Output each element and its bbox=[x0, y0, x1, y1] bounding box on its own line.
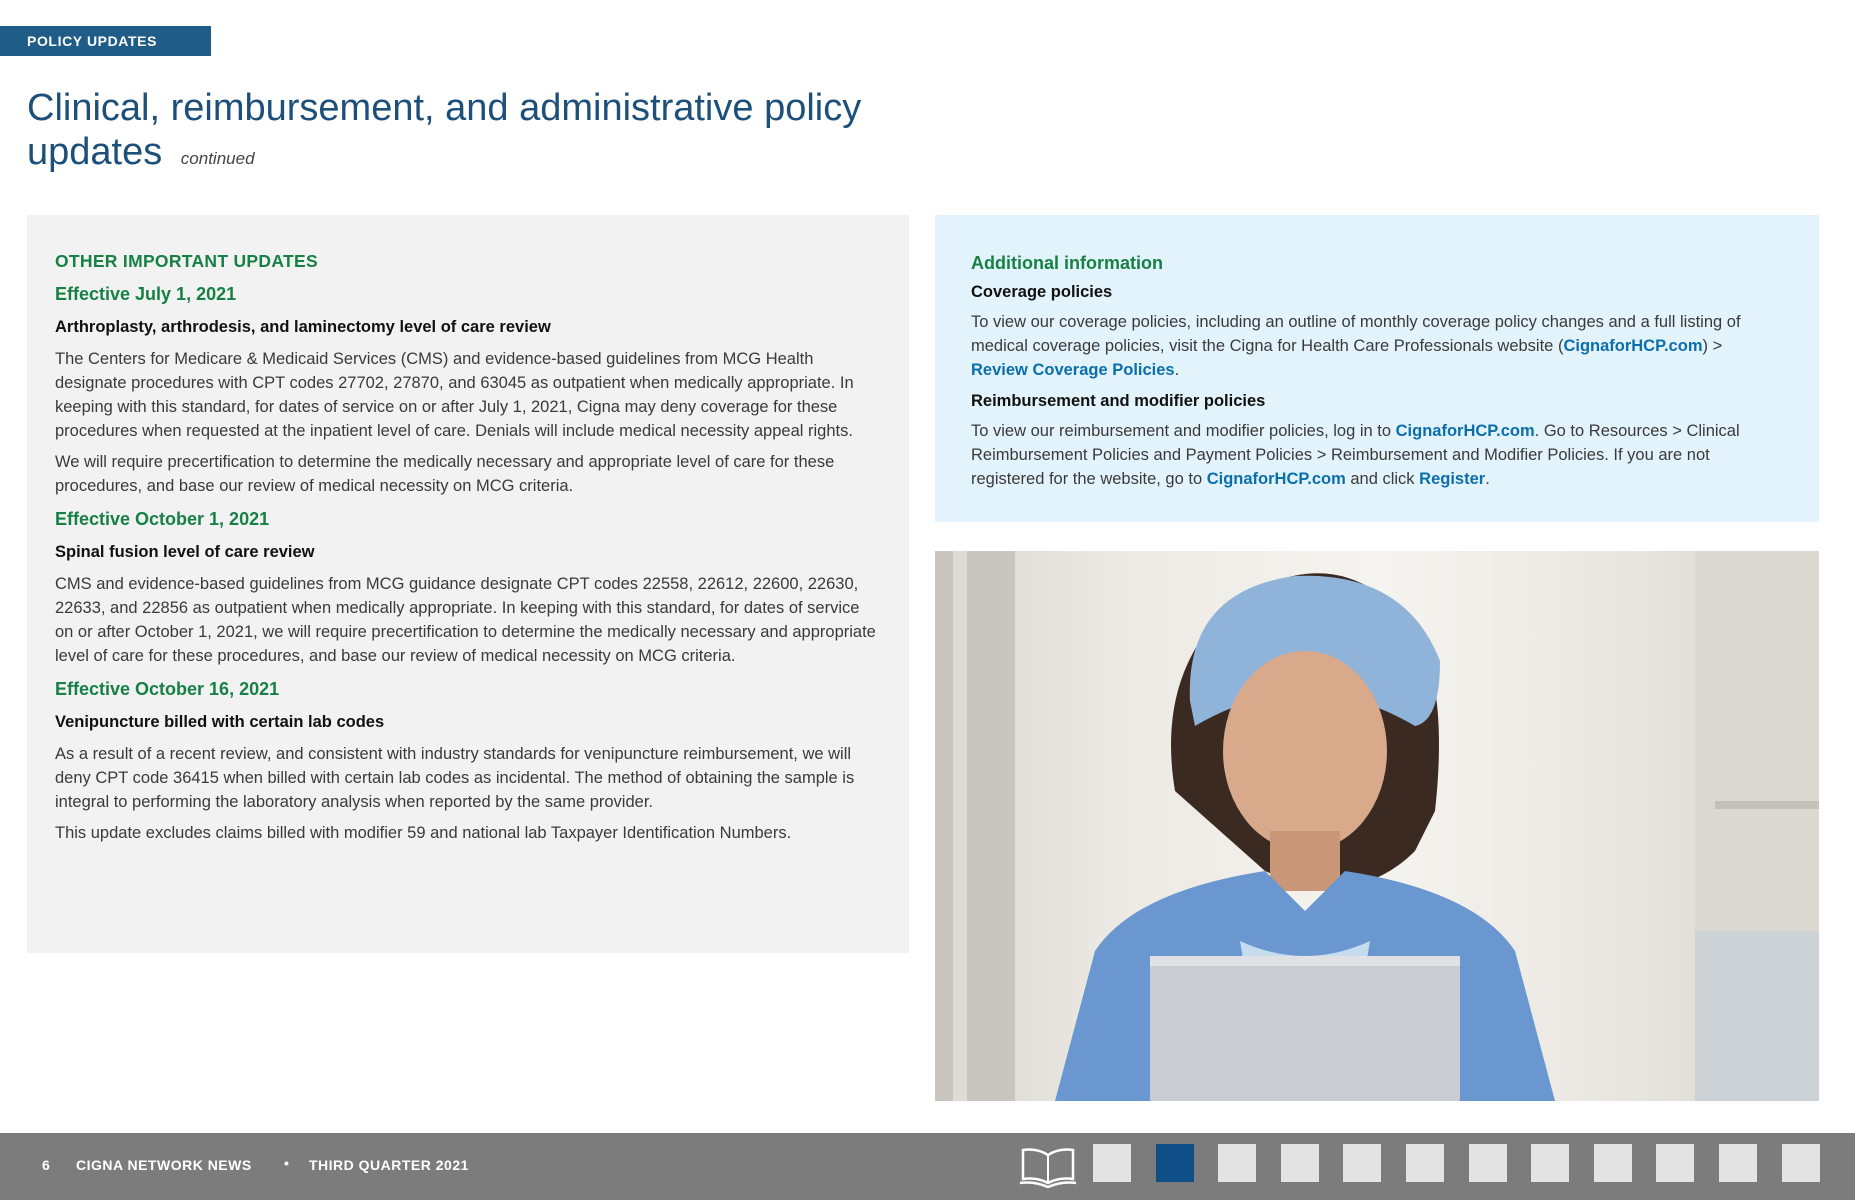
text-fragment: To view our coverage policies, including an outline of monthly coverage policy changes and a full listing of medical coverage policies, visit the Cigna for Health Care Professionals website ( bbox=[971, 313, 1741, 355]
page-thumbnail[interactable] bbox=[1719, 1144, 1757, 1182]
update-subtitle: Venipuncture billed with certain lab codes bbox=[55, 713, 385, 731]
update-paragraph: We will require precertification to determine the medically necessary and appropriate level of care for these procedures, and base our review of medical necessity on MCG criteria. bbox=[55, 453, 835, 495]
text-fragment: and click bbox=[1345, 470, 1420, 488]
update-paragraph: This update excludes claims billed with modifier 59 and national lab Taxpayer Identification Numbers. bbox=[55, 824, 792, 842]
photo-illustration bbox=[935, 551, 1819, 1101]
update-paragraph: As a result of a recent review, and consistent with industry standards for venipuncture reimbursement, we will deny CPT code 36415 when billed with certain lab codes as incidental. The method of obtaining the sample is integral to performing the laboratory analysis when reported by the same provider. bbox=[55, 745, 855, 811]
page-thumbnail[interactable] bbox=[1218, 1144, 1256, 1182]
update-paragraph: The Centers for Medicare & Medicaid Services (CMS) and evidence-based guidelines from MCG Health designate procedures with CPT codes 27702, 27870, and 63045 as outpatient when medically appropriate. In keeping with this standard, for dates of service on or after July 1, 2021, Cigna may deny coverage for these procedures when requested at the inpatient level of care. Denials will include medical necessity appeal rights. bbox=[55, 350, 854, 440]
other-updates-heading: OTHER IMPORTANT UPDATES bbox=[55, 251, 318, 271]
additional-info-heading: Additional information bbox=[971, 253, 1163, 273]
section-tag: POLICY UPDATES bbox=[0, 26, 211, 56]
effective-date: Effective October 1, 2021 bbox=[55, 509, 270, 529]
effective-date: Effective October 16, 2021 bbox=[55, 679, 280, 699]
cignaforhcp-link[interactable]: CignaforHCP.com bbox=[1563, 337, 1703, 355]
review-coverage-policies-link[interactable]: Review Coverage Policies bbox=[971, 361, 1175, 379]
page-title bbox=[27, 86, 927, 181]
other-updates-panel bbox=[27, 215, 909, 953]
page-thumbnail[interactable] bbox=[1656, 1144, 1694, 1182]
coverage-policies-text bbox=[971, 310, 1783, 382]
page-title-text: Clinical, reimbursement, and administrative policy updates bbox=[27, 87, 862, 173]
page-thumbnail[interactable] bbox=[1469, 1144, 1507, 1182]
page-thumbnail[interactable] bbox=[1782, 1144, 1820, 1182]
cignaforhcp-link[interactable]: CignaforHCP.com bbox=[1395, 422, 1535, 440]
effective-date: Effective July 1, 2021 bbox=[55, 284, 237, 304]
coverage-policies-heading: Coverage policies bbox=[971, 283, 1113, 301]
publication-quarter: THIRD QUARTER 2021 bbox=[309, 1157, 469, 1173]
text-fragment: ) > bbox=[1702, 337, 1723, 355]
reimbursement-policies-text bbox=[971, 419, 1783, 491]
reimbursement-policies-heading: Reimbursement and modifier policies bbox=[971, 392, 1266, 410]
footer-separator: • bbox=[284, 1155, 289, 1171]
page-thumbnail[interactable] bbox=[1531, 1144, 1569, 1182]
text-fragment: . bbox=[1485, 470, 1490, 488]
text-fragment: To view our reimbursement and modifier policies, log in to bbox=[971, 422, 1396, 440]
page-thumbnail[interactable] bbox=[1594, 1144, 1632, 1182]
update-subtitle: Arthroplasty, arthrodesis, and laminectomy level of care review bbox=[55, 318, 551, 336]
page-thumbnail[interactable] bbox=[1281, 1144, 1319, 1182]
page-thumbnail[interactable] bbox=[1156, 1144, 1194, 1182]
title-continued: continued bbox=[180, 149, 255, 168]
nurse-with-laptop-photo bbox=[935, 551, 1819, 1101]
page-footer bbox=[0, 1133, 1855, 1200]
update-paragraph: CMS and evidence-based guidelines from MCG guidance designate CPT codes 22558, 22612, 22600, 22630, 22633, and 22856 as outpatient when medically appropriate. In keeping with this standard, for dates of service on or after October 1, 2021, we will require precertification to determine the medically necessary and appropriate level of care for these procedures, and base our review of medical necessity on MCG criteria. bbox=[55, 575, 876, 665]
text-fragment: . bbox=[1174, 361, 1180, 379]
update-subtitle: Spinal fusion level of care review bbox=[55, 543, 315, 561]
register-link[interactable]: Register bbox=[1419, 470, 1486, 488]
page-thumbnail[interactable] bbox=[1406, 1144, 1444, 1182]
cignaforhcp-link[interactable]: CignaforHCP.com bbox=[1206, 470, 1346, 488]
text-fragment: . Go to Resources > Clinical Reimbursement Policies and Payment Policies > Reimbursement and Modifier Policies. If you are not registered for the website, go to bbox=[971, 422, 1740, 488]
additional-info-panel bbox=[935, 215, 1819, 522]
page-number: 6 bbox=[42, 1157, 50, 1173]
open-book-icon[interactable] bbox=[1019, 1145, 1077, 1189]
page-thumbnail[interactable] bbox=[1343, 1144, 1381, 1182]
publication-name: CIGNA NETWORK NEWS bbox=[76, 1157, 252, 1173]
page-thumbnail[interactable] bbox=[1093, 1144, 1131, 1182]
